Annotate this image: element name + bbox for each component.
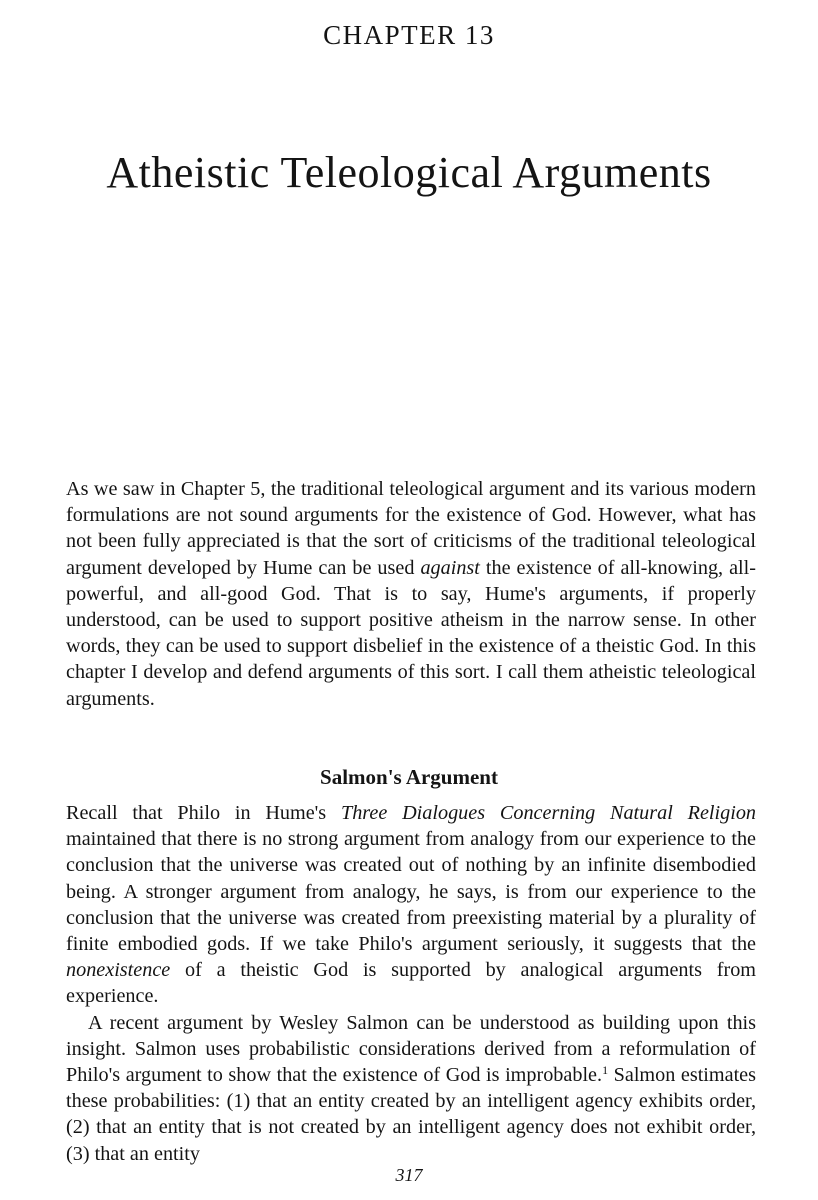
section-body: [66, 800, 756, 1167]
section-p1-text-c: of a theistic God is supported by analogical arguments from experience.: [66, 959, 756, 1008]
book-title-emphasis: Three Dialogues Concerning Natural Religion: [340, 802, 757, 824]
section-p2-text-b: Salmon estimates these probabilities: (1) that an entity created by an intelligent agency exhibits order, (2) that an entity that is not created by an intelligent agency does not exhibit order, (3) that an entity: [66, 1064, 757, 1165]
footnote-marker[interactable]: 1: [602, 1063, 609, 1078]
nonexistence-emphasis: nonexistence: [66, 959, 171, 982]
intro-text-part-1: As we saw in Chapter 5, the traditional teleological argument and its various modern formulations are not sound arguments for the existence of God. However, what has not been fully appreciated is that the sort of criticisms of the traditional teleological argument developed by Hume can be used: [66, 478, 756, 579]
intro-emphasis: against: [420, 556, 480, 579]
section-heading: Salmon's Argument: [320, 765, 498, 789]
section-paragraph-1: [66, 800, 756, 1010]
intro-text-part-2: the existence of all-knowing, all-powerful, and all-good God. That is to say, Hume's arguments, if properly understood, can be used to support positive atheism in the narrow sense. In other words, they can be used to support disbelief in the existence of a theistic God. In this chapter I develop and defend arguments of this sort. I call them atheistic teleological arguments.: [66, 556, 756, 710]
chapter-label: CHAPTER 13: [323, 20, 495, 50]
intro-paragraph: [66, 476, 756, 712]
chapter-title: Atheistic Teleological Arguments: [106, 148, 712, 197]
page-number: 317: [395, 1165, 423, 1185]
section-p1-text-b: maintained that there is no strong argument from analogy from our experience to the conclusion that the universe was created out of nothing by an infinite disembodied being. A stronger argument from analogy, he says, is from our experience to the conclusion that the universe was created from preexisting material by a plurality of finite embodied gods. If we take Philo's argument seriously, it suggests that the: [66, 828, 756, 956]
section-p2-text-a: A recent argument by Wesley Salmon can be understood as building upon this insight. Salmon uses probabilistic considerations derived from a reformulation of Philo's argument to show that the existence of God is improbable.: [66, 1011, 756, 1087]
section-p1-text-a: Recall that Philo in Hume's: [66, 802, 341, 824]
section-paragraph-2: [66, 1010, 756, 1167]
